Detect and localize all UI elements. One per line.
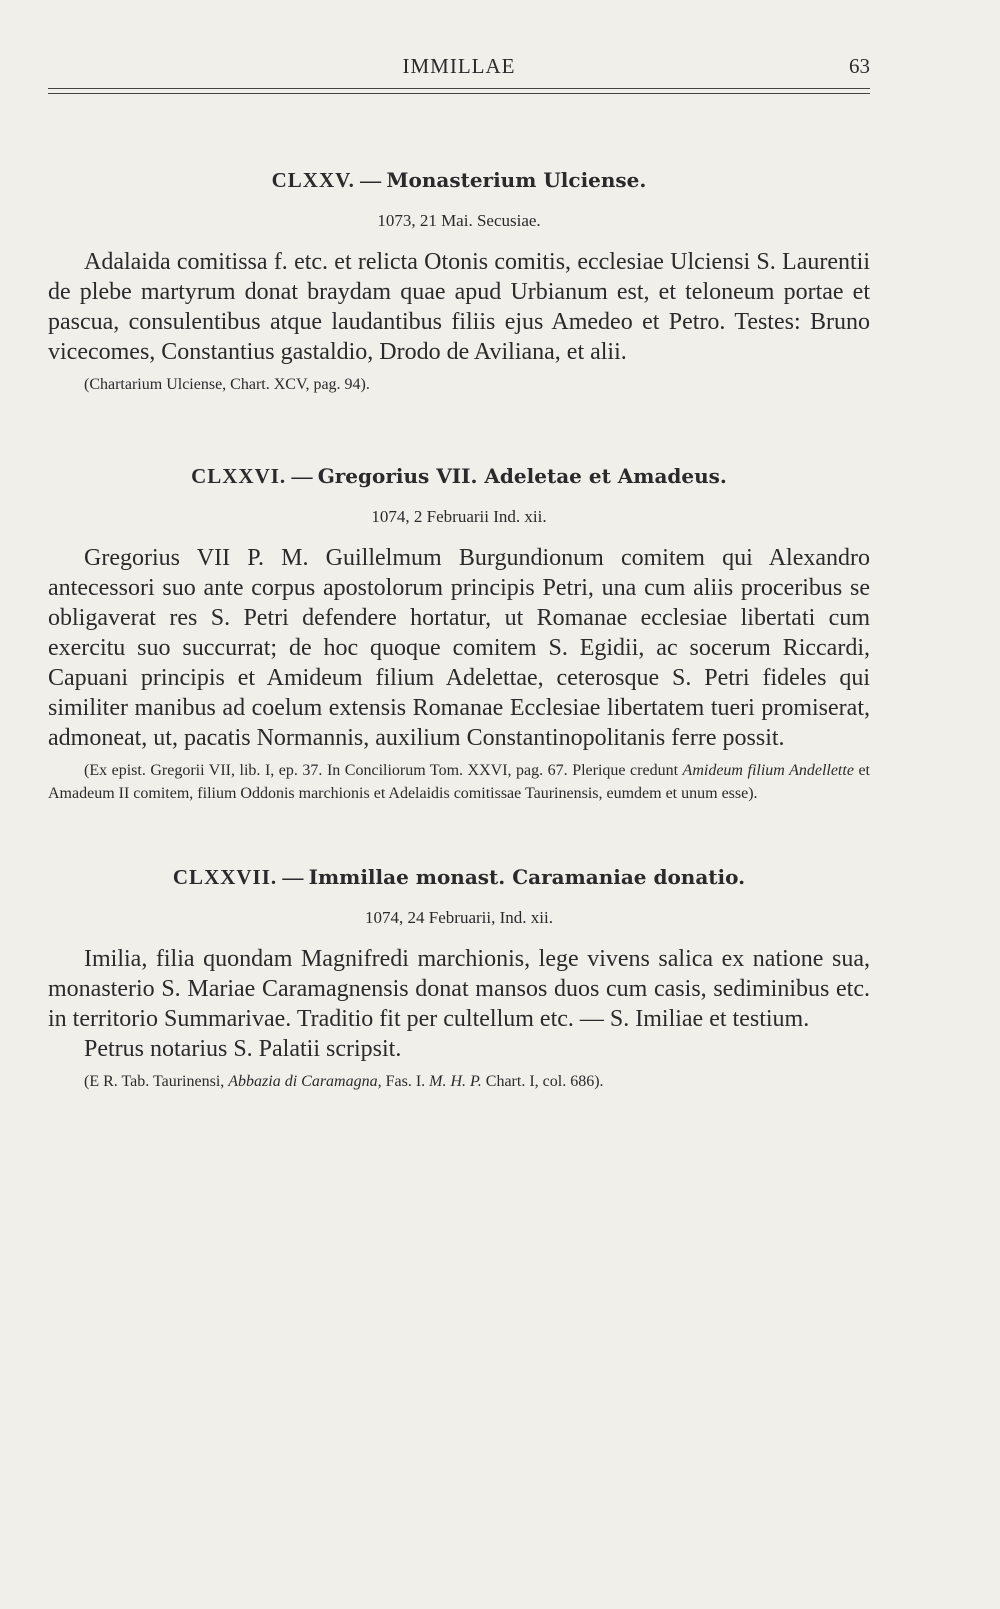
charter-175 [48, 168, 870, 396]
charter-dateline: 1073, 21 Mai. Secusiae. [377, 211, 541, 230]
header-rule [48, 88, 870, 94]
charter-title: Monasterium Ulciense. [386, 168, 647, 192]
charter-heading [48, 464, 870, 489]
note-part: Chart. I, col. 686). [481, 1073, 604, 1090]
charter-dateline: 1074, 24 Februarii, Ind. xii. [365, 908, 553, 927]
note-part: (Ex epist. Gregorii VII, lib. I, ep. 37. In Conciliorum Tom. XXVI, pag. 67. Plerique credunt [84, 762, 683, 779]
note-italic: M. H. P. [429, 1073, 482, 1090]
page-header [48, 54, 870, 84]
page-content [48, 168, 870, 1093]
note-part: (E R. Tab. Taurinensi, [84, 1073, 229, 1090]
charter-heading [48, 865, 870, 890]
charter-176 [48, 464, 870, 805]
heading-dash: — [354, 168, 387, 192]
running-title: IMMILLAE [402, 54, 516, 78]
charter-title: Immillae monast. Caramaniae donatio. [308, 865, 746, 889]
note-part: et Amadeum II comitem, filium Oddonis marchionis et Adelaidis comitissae Taurinensis, eumdem et unum esse). [48, 762, 871, 802]
charter-dateline: 1074, 2 Februarii Ind. xii. [371, 507, 547, 526]
page-number: 63 [849, 54, 870, 78]
charter-heading [48, 168, 870, 193]
charter-text: Adalaida comitissa f. etc. et relicta Otonis comitis, ecclesiae Ulciensi S. Laurentii de plebe martyrum donat braydam quae apud Urbianum est, et teloneum portae et pascua, consulentibus atque laudantibus filiis ejus Amedeo et Petro. Testes: Bruno vicecomes, Constantius gastaldio, Drodo de Aviliana, et alii. [48, 249, 870, 365]
charter-title: Gregorius VII. Adeletae et Amadeus. [317, 464, 727, 488]
charter-source-note [48, 759, 870, 805]
charter-subscription: Petrus notarius S. Palatii scripsit. [84, 1036, 402, 1062]
charter-source-note: (Chartarium Ulciense, Chart. XCV, pag. 94). [84, 376, 370, 393]
charter-177 [48, 865, 870, 1093]
charter-source-note [48, 1070, 870, 1093]
note-italic: Abbazia di Caramagna, [228, 1073, 386, 1090]
charter-text: Imilia, filia quondam Magnifredi marchionis, lege vivens salica ex natione sua, monasterio S. Mariae Caramagnensis donat mansos duos cum casis, sediminibus etc. in territorio Summarivae. Traditio fit per cultellum etc. — S. Imiliae et testium. [48, 946, 870, 1032]
charter-number: CLXXVI. [191, 464, 287, 488]
charter-text: Gregorius VII P. M. Guillelmum Burgundionum comitem qui Alexandro antecessori suo ante corpus apostolorum principis Petri, una cum aliis proceribus se obligaverat res S. Petri defendere hortatur, ut Romanae ecclesiae libertati cum exercitu suo succurrat; de hoc quoque comitem S. Egidii, ac socerum Riccardi, Capuani principis et Amideum filium Adelettae, ceterosque S. Petri fideles qui similiter manibus ad coelum extensis Romanae Ecclesiae libertatem tueri promiserat, admoneat, ut, pacatis Normannis, auxilium Constantinopolitanis ferre possit. [48, 545, 870, 751]
charter-number: CLXXV. [271, 168, 355, 192]
note-italic: Amideum filium Andellette [682, 762, 854, 779]
heading-dash: — [286, 464, 318, 488]
note-part: Fas. I. [385, 1073, 430, 1090]
heading-dash: — [277, 865, 309, 889]
charter-number: CLXXVII. [172, 865, 278, 889]
